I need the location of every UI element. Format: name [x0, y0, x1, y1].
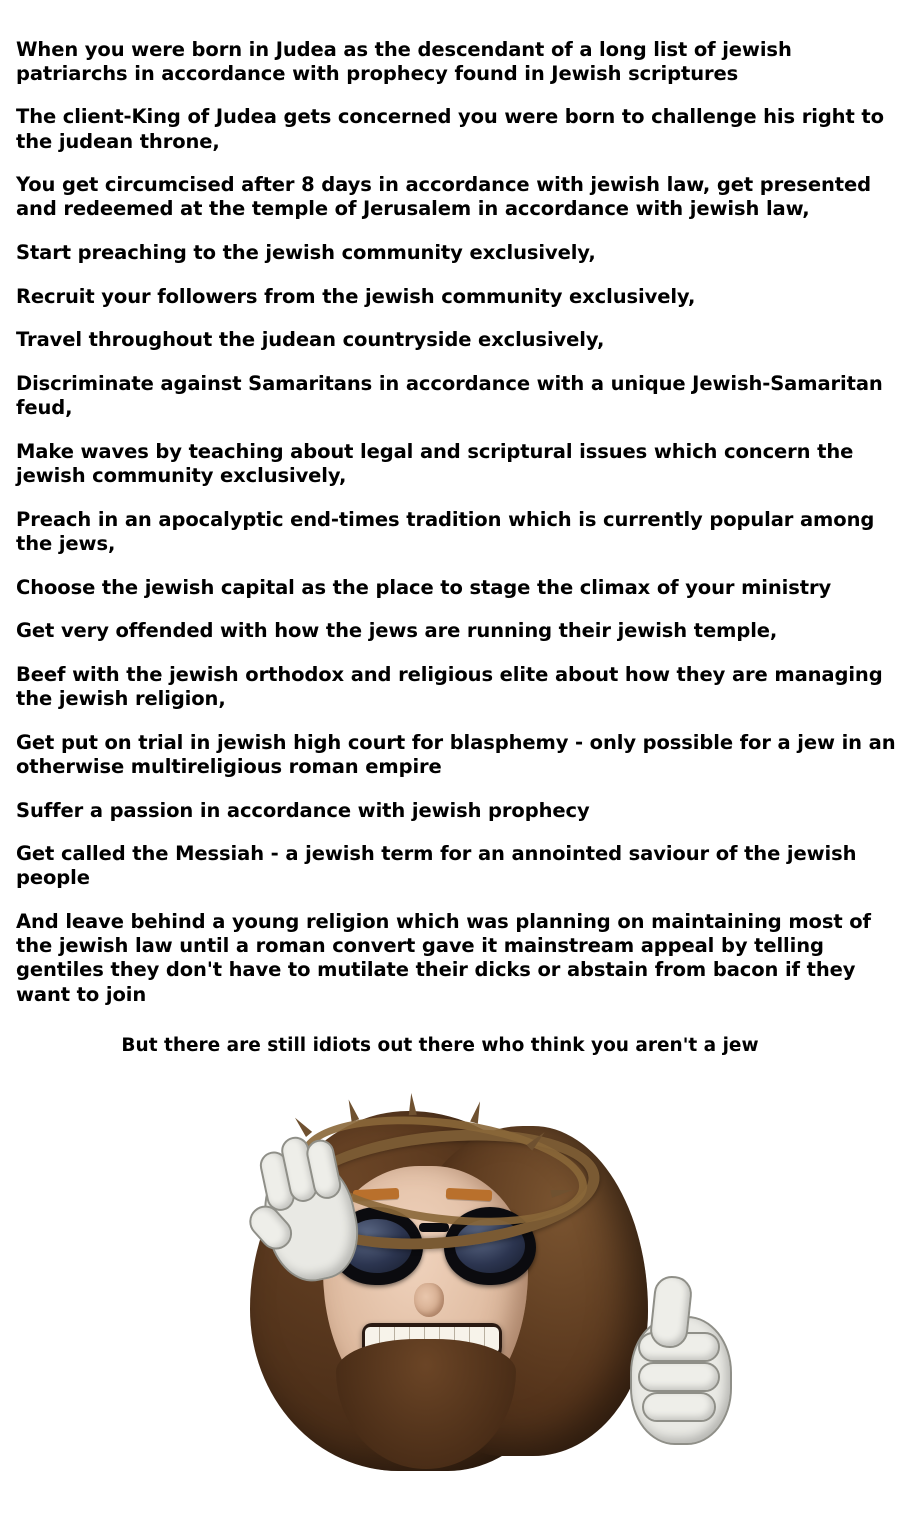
meme-line: The client-King of Judea gets concerned you were born to challenge his right to the judean throne, [16, 105, 884, 153]
meme-line: When you were born in Judea as the descendant of a long list of jewish patriarchs in accordance with prophecy found in Jewish scriptures [16, 37, 792, 85]
meme-line: And leave behind a young religion which was planning on maintaining most of the jewish law until a roman convert gave it mainstream appeal by telling gentiles they don't have to mutilate their dicks or abstain from bacon if they want to join [16, 910, 871, 1006]
meme-line: Suffer a passion in accordance with jewish prophecy [16, 798, 590, 822]
meme-punchline: But there are still idiots out there who think you aren't a jew [121, 1034, 759, 1056]
meme-line: Recruit your followers from the jewish community exclusively, [16, 284, 696, 308]
meme-line: Preach in an apocalyptic end-times tradition which is currently popular among the jews, [16, 507, 875, 555]
troll-jesus-figure [228, 1071, 748, 1521]
meme-line: Get put on trial in jewish high court for blasphemy - only possible for a jew in an otherwise multireligious roman empire [16, 730, 896, 778]
meme-line: Start preaching to the jewish community exclusively, [16, 241, 596, 265]
meme-line: Discriminate against Samaritans in accordance with a unique Jewish-Samaritan feud, [16, 372, 883, 420]
meme-line: Choose the jewish capital as the place to stage the climax of your ministry [16, 575, 832, 599]
meme-line: Beef with the jewish orthodox and religious elite about how they are managing the jewish religion, [16, 662, 883, 711]
meme-line: You get circumcised after 8 days in accordance with jewish law, get presented and redeemed at the temple of Jerusalem in accordance with jewish law, [16, 173, 871, 221]
meme-line: Get very offended with how the jews are running their jewish temple, [16, 619, 778, 643]
meme-line: Get called the Messiah - a jewish term for an annointed saviour of the jewish people [16, 842, 857, 890]
meme-image-area [0, 1066, 918, 1521]
meme-line: Travel throughout the judean countryside exclusively, [16, 328, 605, 352]
nose-icon [414, 1283, 444, 1317]
meme-line: Make waves by teaching about legal and scriptural issues which concern the jewish community exclusively, [16, 439, 854, 488]
